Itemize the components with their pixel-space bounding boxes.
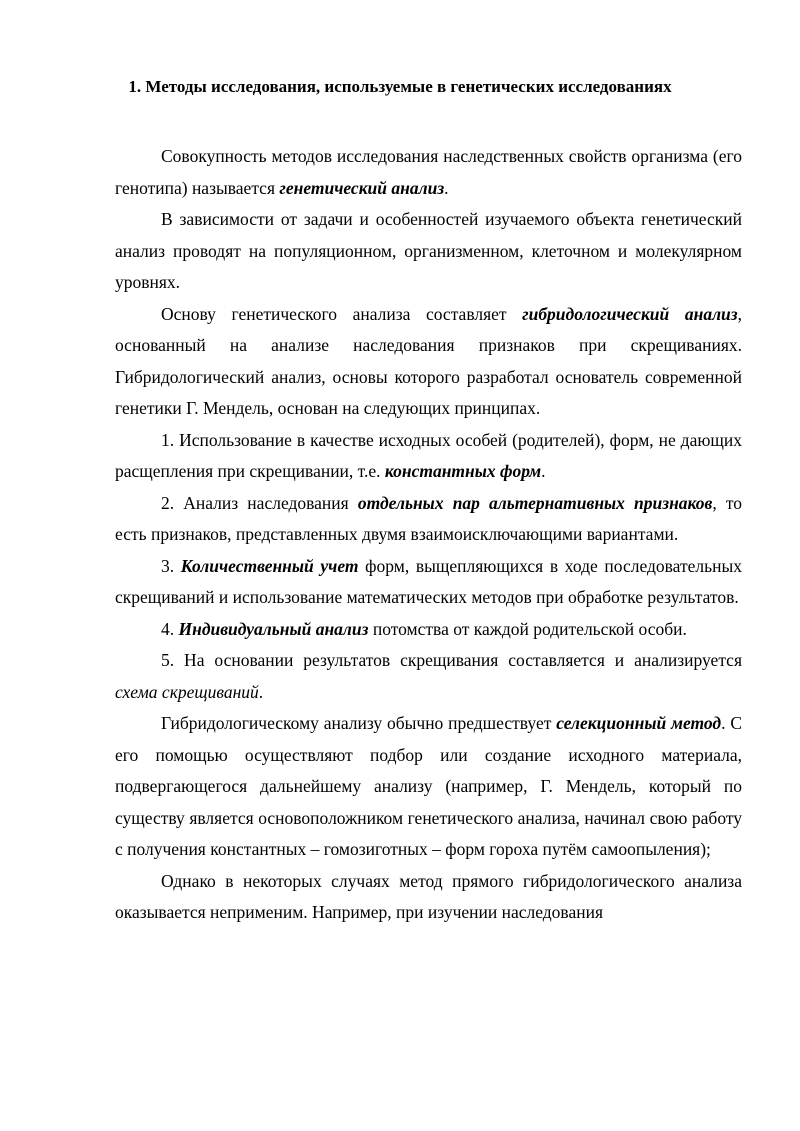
term-genetic-analysis: генетический анализ — [279, 177, 445, 198]
text-run: форм, выщепляющихся в ходе последовательных скрещиваний и использование математических методов при обработке результатов. — [115, 555, 742, 607]
principle-item-4 — [115, 614, 742, 646]
text-run: 5. На основании результатов скрещивания составляется и анализируется — [161, 650, 742, 670]
term-alternative-traits: отдельных пар альтернативных признаков — [357, 492, 713, 513]
paragraph-limitations — [115, 866, 742, 929]
text-run: . — [444, 177, 449, 198]
text-run: . — [541, 461, 546, 481]
text-run: потомства от каждой родительской особи. — [368, 618, 687, 639]
text-run: . С его помощью осуществляют подбор или создание исходного материала, подвергающегося дальнейшему анализу (например, Г. Мендель, который по существу является основоположником генетического анализа, начинал свою работу с получения константных – гомозиготных – форм гороха путём самоопыления); — [115, 713, 742, 859]
text-run: В зависимости от задачи и особенностей изучаемого объекта генетический анализ проводят на популяционном, организменном, клеточном и молекулярном уровнях. — [115, 209, 742, 292]
paragraph-hybridological-analysis — [115, 299, 742, 425]
text-run: Основу генетического анализа составляет — [161, 303, 523, 324]
term-hybridological-analysis: гибридологический анализ — [522, 303, 738, 324]
principle-item-5 — [115, 645, 742, 708]
text-run: 1. Использование в качестве исходных особей (родителей), форм, не дающих расщепления при скрещивании, т.е. — [115, 429, 742, 481]
text-run: . — [258, 681, 264, 702]
body-text — [115, 141, 742, 929]
term-crossing-scheme: схема скрещиваний — [115, 681, 259, 702]
text-run: 3. — [161, 555, 181, 576]
principle-item-1 — [115, 425, 742, 488]
text-run: 2. Анализ наследования — [161, 492, 358, 513]
text-run: Совокупность методов исследования наследственных свойств организма (его генотипа) называется — [115, 146, 742, 198]
term-individual-analysis: Индивидуальный анализ — [178, 618, 369, 639]
term-quantitative-count: Количественный учет — [180, 555, 359, 576]
text-run: , то есть признаков, представленных двумя взаимоисключающими вариантами. — [115, 492, 742, 544]
paragraph-genetic-analysis-definition — [115, 141, 742, 204]
term-selection-method: селекционный метод — [556, 713, 722, 733]
text-run: Гибридологическому анализу обычно предшествует — [161, 713, 557, 733]
principle-item-2 — [115, 488, 742, 551]
text-run: , основанный на анализе наследования признаков при скрещиваниях. Гибридологический анализ, основы которого разработал основатель современной генетики Г. Мендель, основан на следующих принципах. — [115, 303, 742, 418]
paragraph-analysis-levels — [115, 204, 742, 299]
text-run: 4. — [161, 618, 179, 639]
term-constant-forms: константных форм — [384, 461, 542, 481]
section-heading: 1. Методы исследования, используемые в генетических исследованиях — [128, 77, 672, 96]
principle-item-3 — [115, 551, 742, 614]
text-run: Однако в некоторых случаях метод прямого гибридологического анализа оказывается неприменим. Например, при изучении наследования — [115, 870, 742, 922]
paragraph-selection-method — [115, 708, 742, 866]
